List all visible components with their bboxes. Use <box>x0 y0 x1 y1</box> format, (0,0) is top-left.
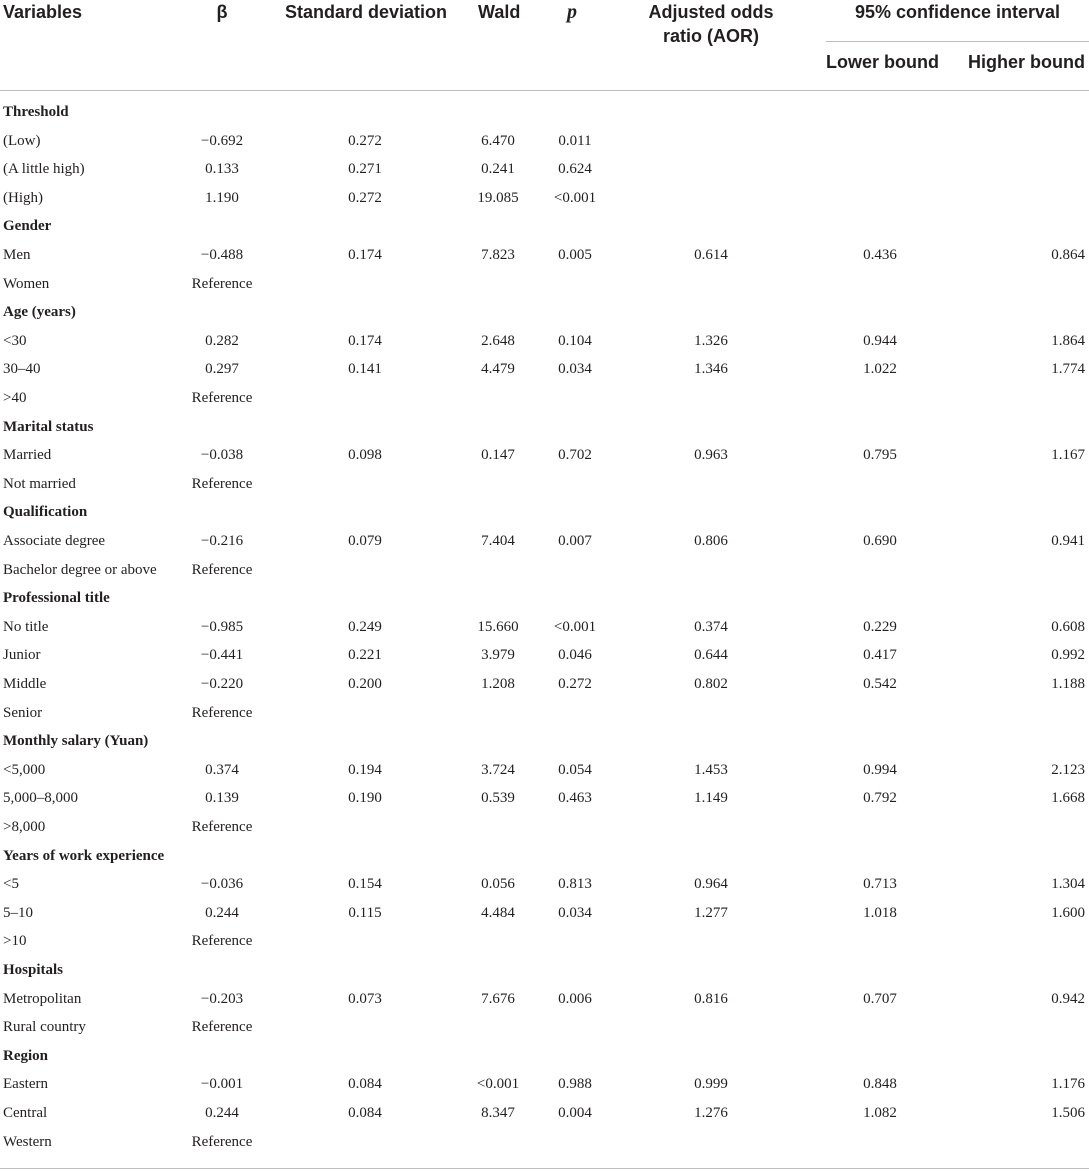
sd-value: 0.272 <box>348 189 382 206</box>
header-higher-bound: Higher bound <box>968 52 1085 72</box>
ci-higher-value: 1.304 <box>1051 876 1085 893</box>
aor-value: 1.277 <box>694 904 728 921</box>
variable-label: 5,000–8,000 <box>3 790 78 807</box>
p-value: <0.001 <box>553 618 597 635</box>
table-row <box>0 615 1089 644</box>
sd-value: 0.190 <box>348 790 382 807</box>
wald-value: 6.470 <box>481 132 515 149</box>
beta-value: −0.985 <box>200 618 244 635</box>
table-row <box>0 872 1089 901</box>
wald-value: 7.823 <box>481 247 515 263</box>
variable-label: No title <box>3 618 49 635</box>
sd-value: 0.084 <box>348 1076 382 1093</box>
ci-higher-value: 0.992 <box>1051 647 1085 664</box>
wald-value: 7.676 <box>481 990 515 1007</box>
table-row <box>0 672 1089 701</box>
ci-lower-value: 1.082 <box>863 1105 897 1121</box>
category-row <box>0 844 1089 873</box>
p-value: 0.011 <box>558 132 592 149</box>
table-row <box>0 987 1089 1016</box>
category-row <box>0 214 1089 243</box>
beta-value: −0.220 <box>200 676 244 692</box>
aor-value: 0.806 <box>694 533 728 549</box>
wald-value: 8.347 <box>481 1105 515 1121</box>
category-row <box>0 300 1089 329</box>
wald-value: 0.539 <box>481 790 515 807</box>
header-aor-line2: ratio (AOR) <box>663 26 759 46</box>
beta-value: Reference <box>191 1019 253 1036</box>
sd-value: 0.174 <box>348 247 382 263</box>
wald-value: 3.979 <box>481 647 515 664</box>
sd-value: 0.194 <box>348 761 382 778</box>
beta-value: Reference <box>191 275 253 292</box>
ci-lower-value: 0.229 <box>863 618 897 635</box>
table-row <box>0 558 1089 587</box>
variable-label: Senior <box>3 704 43 721</box>
aor-value: 0.374 <box>694 618 728 635</box>
variable-label: Women <box>3 275 50 292</box>
wald-value: 0.056 <box>481 876 515 893</box>
ci-higher-value: 1.600 <box>1051 904 1085 921</box>
table-row <box>0 443 1089 472</box>
table-row <box>0 1101 1089 1130</box>
aor-value: 0.964 <box>694 876 728 893</box>
sd-value: 0.141 <box>348 361 382 378</box>
wald-value: 4.484 <box>481 904 515 921</box>
category-label: Age (years) <box>3 304 76 321</box>
p-value: 0.004 <box>558 1105 592 1121</box>
category-label: Gender <box>3 218 52 235</box>
ci-higher-value: 1.864 <box>1051 332 1085 349</box>
category-label: Professional title <box>3 590 110 607</box>
variable-label: >40 <box>3 390 27 406</box>
category-label: Region <box>3 1047 48 1064</box>
header-lower-bound: Lower bound <box>826 52 939 72</box>
p-value: 0.988 <box>558 1076 592 1093</box>
ci-lower-value: 0.542 <box>863 676 897 692</box>
beta-value: −0.036 <box>200 876 244 893</box>
ci-higher-value: 1.774 <box>1051 361 1085 378</box>
sd-value: 0.154 <box>348 876 382 893</box>
wald-value: <0.001 <box>476 1076 520 1093</box>
table-row <box>0 758 1089 787</box>
beta-value: 0.244 <box>205 1105 239 1121</box>
ci-lower-value: 0.417 <box>863 647 897 664</box>
variable-label: (Low) <box>3 132 41 149</box>
aor-value: 0.614 <box>694 247 728 263</box>
beta-value: −0.692 <box>200 132 244 149</box>
variable-label: <30 <box>3 332 27 349</box>
category-label: Years of work experience <box>3 847 165 864</box>
aor-value: 1.149 <box>694 790 728 807</box>
table-row <box>0 243 1089 272</box>
header-confidence-interval: 95% confidence interval <box>854 2 1061 22</box>
category-row <box>0 100 1089 129</box>
ci-higher-value: 1.668 <box>1051 790 1085 807</box>
category-row <box>0 586 1089 615</box>
variable-label: Not married <box>3 475 76 492</box>
variable-label: Associate degree <box>3 533 106 549</box>
p-value: 0.813 <box>558 876 592 893</box>
aor-value: 0.644 <box>694 647 728 664</box>
ci-lower-value: 0.690 <box>863 533 897 549</box>
table-row <box>0 701 1089 730</box>
beta-value: 0.282 <box>205 332 239 349</box>
table-row <box>0 329 1089 358</box>
beta-value: 0.244 <box>205 904 239 921</box>
table-row <box>0 129 1089 158</box>
ci-header-divider <box>826 41 1089 42</box>
aor-value: 1.276 <box>694 1105 728 1121</box>
table-row <box>0 157 1089 186</box>
variable-label: (A little high) <box>3 161 85 178</box>
category-row <box>0 958 1089 987</box>
beta-value: Reference <box>191 819 253 835</box>
table-row <box>0 529 1089 558</box>
category-label: Marital status <box>3 418 94 435</box>
ci-lower-value: 1.018 <box>863 904 897 921</box>
beta-value: −0.038 <box>200 447 244 464</box>
category-row <box>0 500 1089 529</box>
variable-label: <5 <box>3 876 19 893</box>
ci-lower-value: 0.994 <box>863 761 897 778</box>
ci-lower-value: 0.944 <box>863 332 897 349</box>
beta-value: 0.133 <box>205 161 239 178</box>
beta-value: Reference <box>191 475 253 492</box>
ci-higher-value: 2.123 <box>1051 761 1085 778</box>
table-row <box>0 357 1089 386</box>
header-bottom-rule <box>0 90 1089 91</box>
variable-label: Married <box>3 447 52 464</box>
category-label: Qualification <box>3 504 88 521</box>
beta-value: Reference <box>191 1133 253 1150</box>
table-row <box>0 815 1089 844</box>
category-label: Monthly salary (Yuan) <box>3 733 149 750</box>
variable-label: Middle <box>3 676 47 692</box>
table-row <box>0 929 1089 958</box>
category-row <box>0 415 1089 444</box>
variable-label: Western <box>3 1133 52 1150</box>
wald-value: 0.147 <box>481 447 515 464</box>
p-value: 0.272 <box>558 676 592 692</box>
ci-higher-value: 1.176 <box>1051 1076 1085 1093</box>
sd-value: 0.174 <box>348 332 382 349</box>
variable-label: Men <box>3 247 31 263</box>
aor-value: 1.453 <box>694 761 728 778</box>
ci-higher-value: 1.506 <box>1051 1105 1085 1121</box>
wald-value: 19.085 <box>477 189 519 206</box>
sd-value: 0.073 <box>348 990 382 1007</box>
header-variables: Variables <box>3 2 83 22</box>
sd-value: 0.115 <box>348 904 382 921</box>
variable-label: Junior <box>3 647 41 664</box>
variable-label: 5–10 <box>3 904 33 921</box>
table-bottom-rule <box>0 1168 1089 1169</box>
table-row <box>0 1015 1089 1044</box>
variable-label: (High) <box>3 189 43 206</box>
p-value: 0.046 <box>558 647 592 664</box>
table-row <box>0 472 1089 501</box>
p-value: 0.104 <box>558 332 592 349</box>
beta-value: −0.441 <box>200 647 244 664</box>
variable-label: <5,000 <box>3 761 46 778</box>
header-beta: β <box>216 2 228 22</box>
beta-value: Reference <box>191 561 253 578</box>
ci-higher-value: 0.608 <box>1051 618 1085 635</box>
table-header <box>0 0 1089 90</box>
aor-value: 1.346 <box>694 361 728 378</box>
wald-value: 4.479 <box>481 361 515 378</box>
p-value: 0.006 <box>558 990 592 1007</box>
ci-lower-value: 0.713 <box>863 876 897 893</box>
variable-label: Central <box>3 1105 48 1121</box>
sd-value: 0.084 <box>348 1105 382 1121</box>
table-row <box>0 901 1089 930</box>
table-row <box>0 1130 1089 1159</box>
variable-label: Rural country <box>3 1019 86 1036</box>
wald-value: 15.660 <box>477 618 519 635</box>
ci-higher-value: 0.942 <box>1051 990 1085 1007</box>
ci-higher-value: 0.864 <box>1051 247 1085 263</box>
beta-value: −0.488 <box>200 247 244 263</box>
beta-value: Reference <box>191 933 253 950</box>
variable-label: Metropolitan <box>3 990 82 1007</box>
category-label: Hospitals <box>3 962 64 978</box>
variable-label: Eastern <box>3 1076 48 1093</box>
p-value: 0.005 <box>558 247 592 263</box>
sd-value: 0.200 <box>348 676 382 692</box>
table-row <box>0 1072 1089 1101</box>
beta-value: 0.139 <box>205 790 239 807</box>
wald-value: 3.724 <box>481 761 515 778</box>
p-value: <0.001 <box>553 189 597 206</box>
sd-value: 0.272 <box>348 132 382 149</box>
p-value: 0.624 <box>558 161 592 178</box>
variable-label: 30–40 <box>3 361 41 378</box>
sd-value: 0.271 <box>348 161 382 178</box>
beta-value: 0.297 <box>205 361 239 378</box>
table-row <box>0 186 1089 215</box>
header-standard-deviation: Standard deviation <box>285 2 448 22</box>
aor-value: 0.802 <box>694 676 728 692</box>
sd-value: 0.221 <box>348 647 382 664</box>
p-value: 0.007 <box>558 533 592 549</box>
table-row <box>0 386 1089 415</box>
aor-value: 1.326 <box>694 332 728 349</box>
ci-higher-value: 1.188 <box>1051 676 1085 692</box>
ci-lower-value: 0.792 <box>863 790 897 807</box>
table-row <box>0 786 1089 815</box>
header-wald: Wald <box>478 2 521 22</box>
beta-value: Reference <box>191 704 253 721</box>
wald-value: 2.648 <box>481 332 515 349</box>
beta-value: −0.001 <box>200 1076 244 1093</box>
aor-value: 0.999 <box>694 1076 728 1093</box>
wald-value: 0.241 <box>481 161 515 178</box>
sd-value: 0.249 <box>348 618 382 635</box>
beta-value: 1.190 <box>205 189 239 206</box>
category-row <box>0 729 1089 758</box>
beta-value: 0.374 <box>205 761 239 778</box>
table-row <box>0 643 1089 672</box>
category-label: Threshold <box>3 104 69 120</box>
ci-lower-value: 0.795 <box>863 447 897 464</box>
beta-value: −0.203 <box>200 990 244 1007</box>
variable-label: >10 <box>3 933 27 950</box>
wald-value: 7.404 <box>481 533 515 549</box>
header-aor-line1: Adjusted odds <box>648 2 774 22</box>
variable-label: >8,000 <box>3 819 46 835</box>
beta-value: Reference <box>191 390 253 406</box>
aor-value: 0.963 <box>694 447 728 464</box>
header-p: p <box>567 1 577 23</box>
p-value: 0.702 <box>558 447 592 464</box>
sd-value: 0.079 <box>348 533 382 549</box>
p-value: 0.034 <box>558 904 592 921</box>
ci-higher-value: 1.167 <box>1051 447 1085 464</box>
wald-value: 1.208 <box>481 676 515 692</box>
p-value: 0.054 <box>558 761 592 778</box>
ci-lower-value: 1.022 <box>863 361 897 378</box>
ci-lower-value: 0.707 <box>863 990 897 1007</box>
beta-value: −0.216 <box>200 533 244 549</box>
ci-higher-value: 0.941 <box>1051 533 1085 549</box>
table-row <box>0 272 1089 301</box>
variable-label: Bachelor degree or above <box>3 561 157 578</box>
p-value: 0.463 <box>558 790 592 807</box>
category-row <box>0 1044 1089 1073</box>
aor-value: 0.816 <box>694 990 728 1007</box>
sd-value: 0.098 <box>348 447 382 464</box>
ci-lower-value: 0.848 <box>863 1076 897 1093</box>
p-value: 0.034 <box>558 361 592 378</box>
ci-lower-value: 0.436 <box>863 247 897 263</box>
header-aor <box>620 0 802 48</box>
